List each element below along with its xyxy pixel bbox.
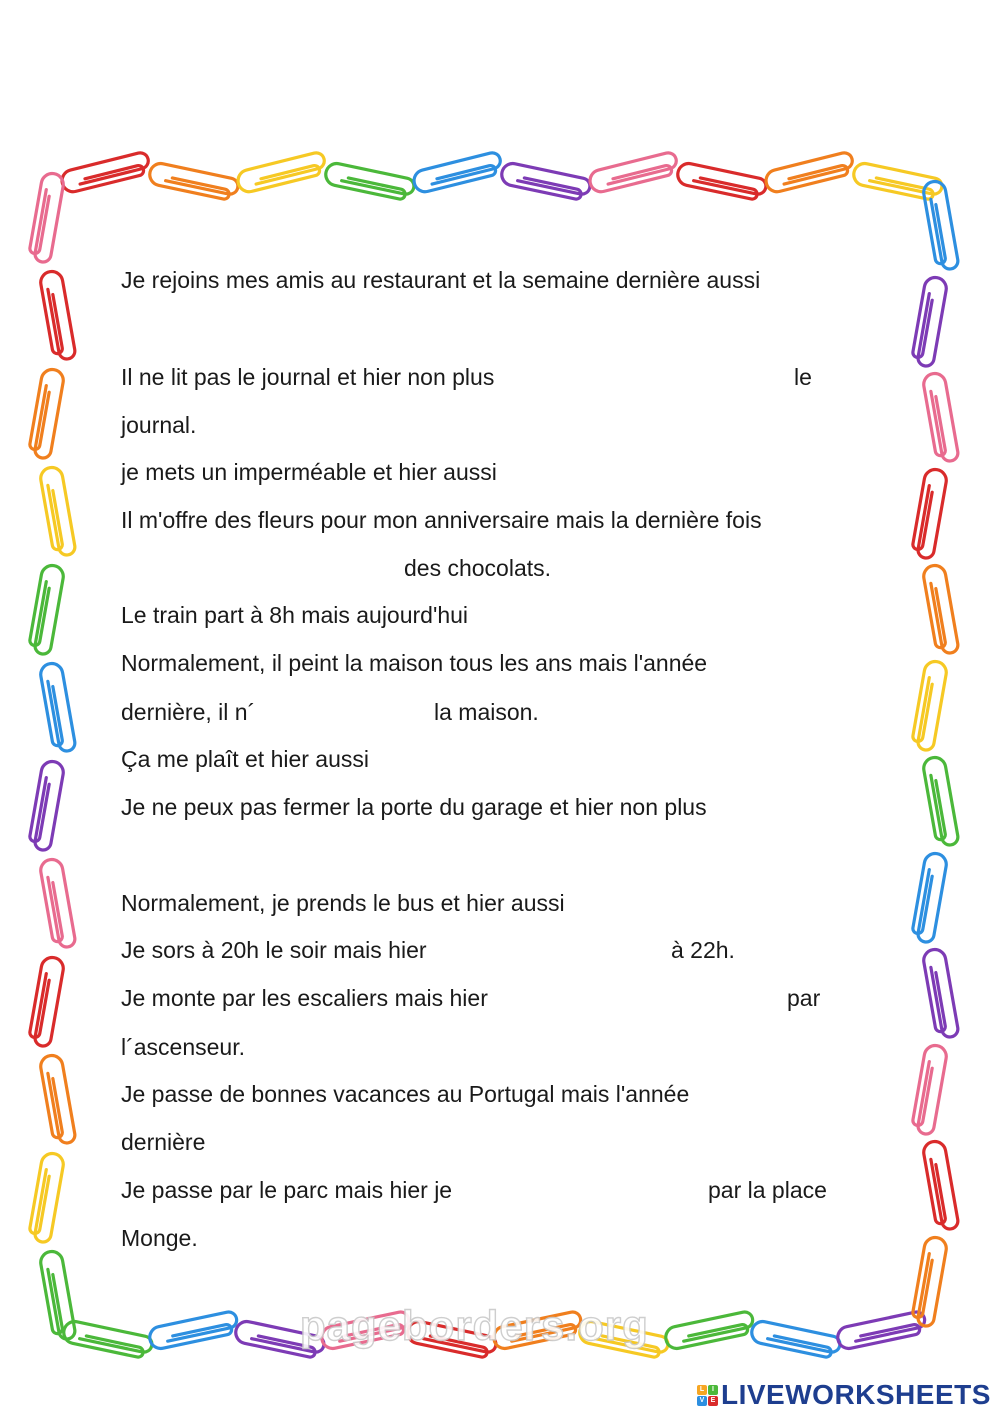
paperclip-icon: [39, 270, 76, 361]
paperclip-icon: [236, 151, 328, 194]
paperclip-icon: [588, 151, 680, 194]
paperclip-icon: [39, 662, 76, 753]
sentence-12-text-b: dernière: [121, 1129, 206, 1155]
logo-text: LIVEWORKSHEETS: [721, 1379, 991, 1410]
sentence-6-text-b: dernière, il n´: [121, 699, 256, 725]
sentence-13-text-c: Monge.: [121, 1225, 198, 1251]
logo-badge-letter: I: [708, 1385, 718, 1395]
paperclip-icon: [28, 956, 65, 1047]
sentence-9-text: Normalement, je prends le bus et hier aussi: [121, 890, 565, 916]
answer-3-input[interactable]: [566, 458, 866, 486]
paperclip-icon: [922, 372, 959, 463]
paperclip-icon: [664, 1311, 756, 1351]
sentence-5-text: Le train part à 8h mais aujourd'hui: [121, 602, 469, 628]
sentence-11-text-a: Je monte par les escaliers mais hier: [121, 985, 488, 1011]
answer-9-input[interactable]: [646, 889, 866, 917]
sentence-2-text-b: le: [794, 364, 812, 390]
answer-11-input[interactable]: [556, 984, 778, 1012]
sentence-3-text: je mets un imperméable et hier aussi: [121, 459, 497, 485]
paperclip-icon: [39, 1054, 76, 1145]
answer-4-input[interactable]: [121, 554, 396, 582]
sentence-7-text: Ça me plaît et hier aussi: [121, 746, 370, 772]
answer-1-input[interactable]: [121, 314, 866, 342]
sentence-13-text-a: Je passe par le parc mais hier je: [121, 1177, 453, 1203]
paperclip-icon: [39, 1250, 76, 1341]
sentence-8-text: Je ne peux pas fermer la porte du garage et hier non plus: [121, 794, 707, 820]
paperclip-icon: [922, 1140, 959, 1231]
sentence-2-text-a: Il ne lit pas le journal et hier non plus: [121, 364, 495, 390]
logo-badge-letter: E: [708, 1396, 718, 1406]
paperclip-icon: [911, 852, 948, 943]
sentence-11-text-b: par: [787, 985, 821, 1011]
watermark: pageborders.org: [300, 1302, 649, 1349]
paperclip-icon: [922, 756, 959, 847]
answer-13-input[interactable]: [514, 1176, 702, 1204]
paperclip-icon: [39, 466, 76, 557]
paperclip-icon: [28, 1152, 65, 1243]
logo-badge-icon: [697, 1385, 718, 1406]
paperclip-icon: [911, 660, 948, 751]
sentence-1-text: Je rejoins mes amis au restaurant et la semaine dernière aussi: [121, 267, 761, 293]
sentence-10-text-a: Je sors à 20h le soir mais hier: [121, 937, 427, 963]
answer-8-input[interactable]: [121, 841, 866, 869]
paperclip-icon: [764, 151, 856, 194]
paperclip-icon: [911, 468, 948, 559]
answer-2-input[interactable]: [562, 363, 788, 391]
paperclip-icon: [60, 151, 152, 194]
sentence-12-text-a: Je passe de bonnes vacances au Portugal mais l'année: [121, 1081, 690, 1107]
liveworksheets-logo: [697, 1375, 991, 1415]
paperclip-icon: [750, 1319, 842, 1359]
sentence-4-text-b: des chocolats.: [404, 555, 552, 581]
paperclip-icon: [148, 1311, 240, 1351]
logo-badge-letter: L: [697, 1385, 707, 1395]
sentence-10-text-b: à 22h.: [671, 937, 735, 963]
paperclip-icon: [922, 948, 959, 1039]
paperclip-icon: [412, 151, 504, 194]
paperclip-icon: [500, 161, 592, 201]
answer-5-input[interactable]: [532, 601, 866, 629]
paperclip-icon: [28, 564, 65, 655]
sentence-11-text-c: l´ascenseur.: [121, 1034, 246, 1060]
paperclip-icon: [148, 161, 240, 201]
answer-10-input[interactable]: [492, 936, 662, 964]
paperclip-icon: [324, 161, 416, 201]
paperclip-icon: [28, 760, 65, 851]
logo-badge-letter: V: [697, 1396, 707, 1406]
paperclip-icon: [911, 1044, 948, 1135]
paperclip-icon: [28, 368, 65, 459]
answer-7-input[interactable]: [418, 745, 866, 773]
answer-12-input[interactable]: [228, 1128, 866, 1156]
sentence-13-text-b: par la place: [708, 1177, 827, 1203]
sentence-6-text-c: la maison.: [434, 699, 539, 725]
sentence-6-text-a: Normalement, il peint la maison tous les ans mais l'année: [121, 650, 708, 676]
paperclip-icon: [922, 564, 959, 655]
sentence-4-text-a: Il m'offre des fleurs pour mon anniversaire mais la dernière fois: [121, 507, 762, 533]
answer-6-input[interactable]: [285, 698, 425, 726]
paperclip-icon: [676, 161, 768, 201]
paperclip-icon: [39, 858, 76, 949]
paperclip-icon: [28, 172, 65, 263]
paperclip-icon: [911, 276, 948, 367]
sentence-2-text-c: journal.: [121, 412, 197, 438]
